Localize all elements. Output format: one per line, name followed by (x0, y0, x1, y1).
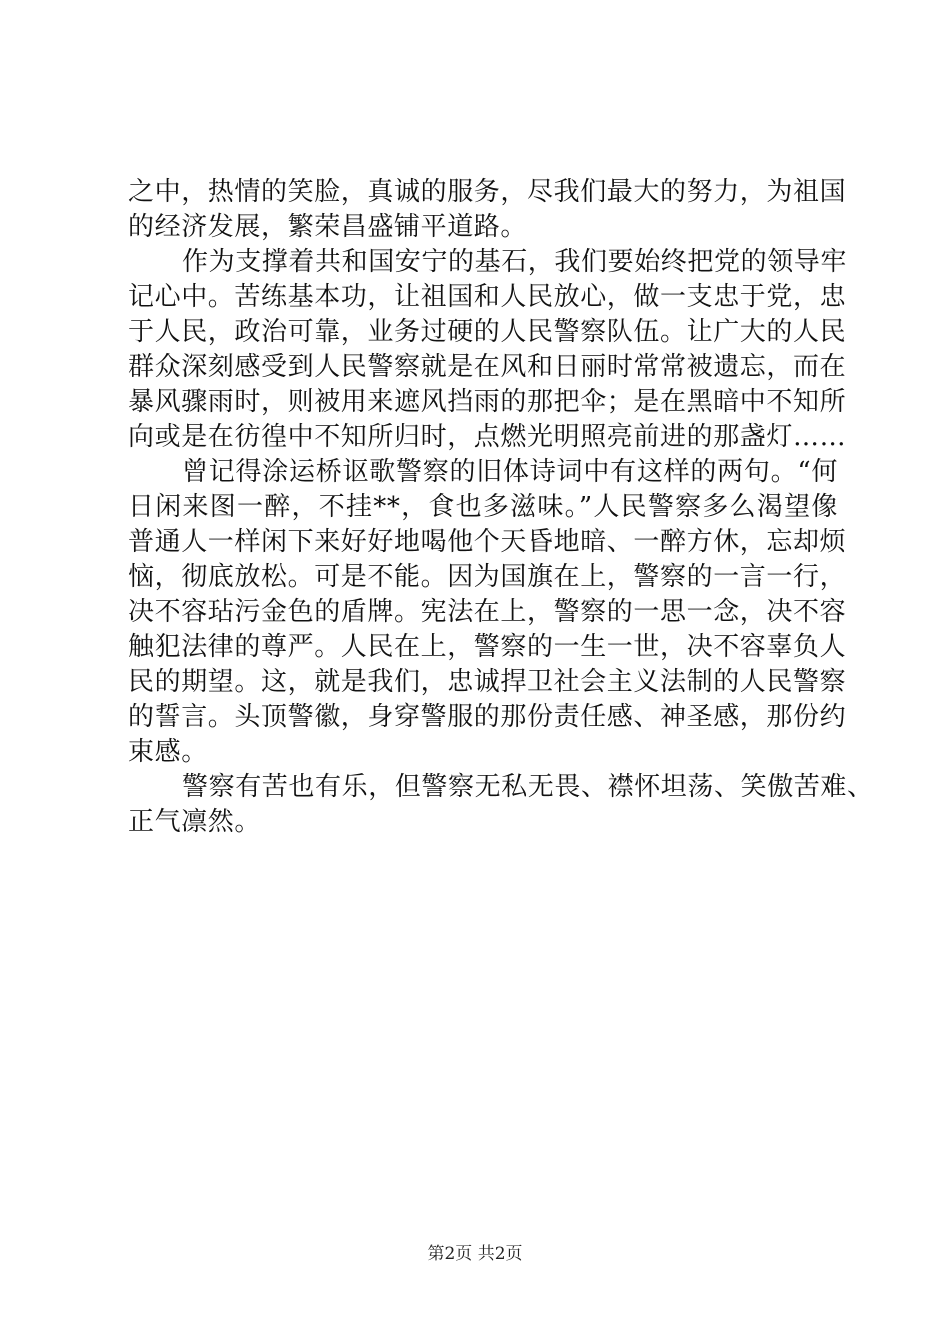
text-line: 普通人一样闲下来好好地喝他个天昏地暗、一醉方休，忘却烦 (128, 527, 847, 557)
text-line: 的誓言。头顶警徽，身穿警服的那份责任感、神圣感，那份约 (128, 702, 847, 732)
text-line: 曾记得涂运桥讴歌警察的旧体诗词中有这样的两句。“何 (182, 457, 838, 487)
text-line: 于人民，政治可靠，业务过硬的人民警察队伍。让广大的人民 (128, 317, 847, 347)
text-line: 警察有苦也有乐，但警察无私无畏、襟怀坦荡、笑傲苦难、 (182, 772, 874, 802)
page-footer: 第2页 共2页 (427, 1244, 523, 1264)
text-line: 恼，彻底放松。可是不能。因为国旗在上，警察的一言一行， (128, 562, 847, 592)
text-line: 决不容玷污金色的盾牌。宪法在上，警察的一思一念，决不容 (128, 597, 847, 627)
text-line: 记心中。苦练基本功，让祖国和人民放心，做一支忠于党，忠 (128, 282, 847, 312)
text-line: 的经济发展，繁荣昌盛铺平道路。 (128, 212, 528, 242)
body-text (128, 175, 874, 840)
text-line: 束感。 (128, 737, 208, 767)
text-line: 正气凛然。 (128, 807, 262, 837)
text-line: 暴风骤雨时，则被用来遮风挡雨的那把伞；是在黑暗中不知所 (128, 387, 847, 417)
text-line: 日闲来图一醉，不挂**，食也多滋味。”人民警察多么渴望像 (128, 492, 838, 522)
text-line: 向或是在彷徨中不知所归时，点燃光明照亮前进的那盏灯…… (128, 422, 847, 452)
text-line: 作为支撑着共和国安宁的基石，我们要始终把党的领导牢 (182, 247, 848, 277)
text-line: 之中，热情的笑脸，真诚的服务，尽我们最大的努力，为祖国 (128, 177, 847, 207)
text-line: 触犯法律的尊严。人民在上，警察的一生一世，决不容辜负人 (128, 632, 847, 662)
text-line: 民的期望。这，就是我们，忠诚捍卫社会主义法制的人民警察 (128, 667, 847, 697)
text-line: 群众深刻感受到人民警察就是在风和日丽时常常被遗忘，而在 (128, 352, 847, 382)
